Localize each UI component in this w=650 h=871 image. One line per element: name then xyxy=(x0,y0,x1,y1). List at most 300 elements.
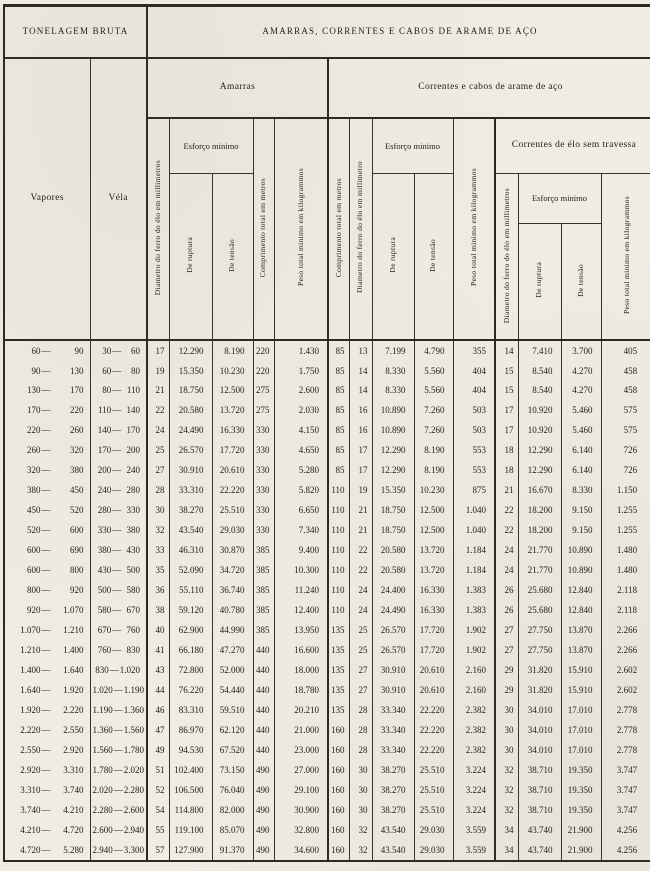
cell-travessa-ruptura: 10.920 xyxy=(518,420,561,440)
cell-correntes-diametro: 28 xyxy=(349,700,372,720)
cell-correntes-ruptura: 38.270 xyxy=(372,780,414,800)
scanned-regulation-table-page xyxy=(0,4,650,871)
header-tonelagem-bruta: TONELAGEM BRUTA xyxy=(4,6,147,58)
cell-correntes-comprimento: 135 xyxy=(328,700,349,720)
cell-amarras-tensao: 29.030 xyxy=(212,520,253,540)
cell-correntes-peso: 1.383 xyxy=(453,580,495,600)
cell-amarras-diametro: 52 xyxy=(147,780,169,800)
cell-travessa-ruptura: 12.290 xyxy=(518,440,561,460)
cell-travessa-peso: 2.266 xyxy=(601,620,650,640)
cell-amarras-comprimento: 440 xyxy=(253,660,274,680)
cell-correntes-tensao: 25.510 xyxy=(414,760,453,780)
cell-amarras-diametro: 19 xyxy=(147,361,169,381)
cell-amarras-peso: 29.100 xyxy=(274,780,328,800)
cell-vela: 60 — 80 xyxy=(90,361,147,381)
cell-travessa-tensao: 19.350 xyxy=(561,800,601,820)
cell-amarras-tensao: 36.740 xyxy=(212,580,253,600)
cell-correntes-diametro: 24 xyxy=(349,600,372,620)
cell-amarras-peso: 34.600 xyxy=(274,840,328,861)
cell-travessa-tensao: 13.870 xyxy=(561,640,601,660)
cell-vela: 430 — 500 xyxy=(90,560,147,580)
cell-amarras-ruptura: 12.290 xyxy=(169,340,212,361)
cell-travessa-tensao: 17.010 xyxy=(561,720,601,740)
header-vapores: Vapores xyxy=(4,58,90,340)
cell-vela: 760 — 830 xyxy=(90,640,147,660)
cell-correntes-comprimento: 135 xyxy=(328,620,349,640)
cell-correntes-diametro: 13 xyxy=(349,340,372,361)
cell-travessa-tensao: 15.910 xyxy=(561,660,601,680)
cell-correntes-ruptura: 12.290 xyxy=(372,460,414,480)
header-correntes-esforco-minimo: Esforço minimo xyxy=(372,118,453,174)
cell-vapores: 60 — 90 xyxy=(4,340,90,361)
table-row xyxy=(4,560,650,580)
cell-amarras-diametro: 35 xyxy=(147,560,169,580)
cell-amarras-tensao: 25.510 xyxy=(212,500,253,520)
cell-travessa-diametro: 30 xyxy=(495,740,518,760)
cell-correntes-ruptura: 24.400 xyxy=(372,580,414,600)
table-body xyxy=(4,340,650,862)
cell-travessa-tensao: 6.140 xyxy=(561,440,601,460)
cell-travessa-tensao: 19.350 xyxy=(561,780,601,800)
cell-amarras-ruptura: 33.310 xyxy=(169,480,212,500)
cell-amarras-ruptura: 119.100 xyxy=(169,820,212,840)
cell-correntes-comprimento: 160 xyxy=(328,840,349,861)
cell-vapores: 220 — 260 xyxy=(4,420,90,440)
cell-vapores: 920 — 1.070 xyxy=(4,600,90,620)
cell-travessa-ruptura: 31.820 xyxy=(518,680,561,700)
cell-vapores: 260 — 320 xyxy=(4,440,90,460)
cell-correntes-comprimento: 110 xyxy=(328,560,349,580)
cell-travessa-ruptura: 38.710 xyxy=(518,800,561,820)
cell-travessa-diametro: 32 xyxy=(495,800,518,820)
cell-correntes-tensao: 22.220 xyxy=(414,740,453,760)
cell-travessa-diametro: 18 xyxy=(495,460,518,480)
cell-amarras-comprimento: 440 xyxy=(253,680,274,700)
cell-travessa-diametro: 32 xyxy=(495,780,518,800)
cell-correntes-peso: 1.902 xyxy=(453,640,495,660)
cell-vela: 1.560 — 1.780 xyxy=(90,740,147,760)
cell-correntes-diametro: 14 xyxy=(349,361,372,381)
cell-correntes-ruptura: 10.890 xyxy=(372,420,414,440)
cell-correntes-peso: 3.559 xyxy=(453,820,495,840)
cell-correntes-tensao: 17.720 xyxy=(414,640,453,660)
cell-correntes-peso: 503 xyxy=(453,420,495,440)
header-amarras-de-ruptura: De ruptura xyxy=(169,174,212,340)
cell-correntes-comprimento: 135 xyxy=(328,660,349,680)
cell-correntes-ruptura: 10.890 xyxy=(372,400,414,420)
cell-amarras-tensao: 82.000 xyxy=(212,800,253,820)
header-amarras-diametro: Diametro do ferro do élo em millimetros xyxy=(147,118,169,340)
cell-correntes-comprimento: 135 xyxy=(328,640,349,660)
cell-travessa-tensao: 21.900 xyxy=(561,820,601,840)
cell-correntes-comprimento: 160 xyxy=(328,740,349,760)
table-row xyxy=(4,620,650,640)
cell-correntes-diametro: 22 xyxy=(349,560,372,580)
cell-amarras-ruptura: 38.270 xyxy=(169,500,212,520)
cell-travessa-ruptura: 21.770 xyxy=(518,560,561,580)
cell-amarras-tensao: 12.500 xyxy=(212,380,253,400)
cell-amarras-peso: 4.150 xyxy=(274,420,328,440)
cell-vapores: 1.070 — 1.210 xyxy=(4,620,90,640)
cell-correntes-comprimento: 160 xyxy=(328,820,349,840)
cell-amarras-tensao: 30.870 xyxy=(212,540,253,560)
cell-amarras-peso: 1.750 xyxy=(274,361,328,381)
cell-travessa-peso: 458 xyxy=(601,380,650,400)
cell-correntes-diametro: 28 xyxy=(349,740,372,760)
cell-travessa-ruptura: 16.670 xyxy=(518,480,561,500)
cell-travessa-ruptura: 21.770 xyxy=(518,540,561,560)
table-row xyxy=(4,480,650,500)
table-row xyxy=(4,361,650,381)
cell-amarras-diametro: 36 xyxy=(147,580,169,600)
cell-vapores: 4.720 — 5.280 xyxy=(4,840,90,861)
cell-travessa-tensao: 6.140 xyxy=(561,460,601,480)
cell-amarras-peso: 18.000 xyxy=(274,660,328,680)
cell-travessa-peso: 3.747 xyxy=(601,760,650,780)
cell-vapores: 170 — 220 xyxy=(4,400,90,420)
cell-amarras-ruptura: 106.500 xyxy=(169,780,212,800)
cell-correntes-diametro: 19 xyxy=(349,480,372,500)
table-row xyxy=(4,740,650,760)
cell-correntes-comprimento: 85 xyxy=(328,460,349,480)
cell-correntes-tensao: 8.190 xyxy=(414,460,453,480)
cell-amarras-tensao: 91.370 xyxy=(212,840,253,861)
cell-travessa-peso: 575 xyxy=(601,420,650,440)
cell-amarras-diametro: 38 xyxy=(147,600,169,620)
cell-travessa-ruptura: 27.750 xyxy=(518,640,561,660)
cell-correntes-ruptura: 7.199 xyxy=(372,340,414,361)
cell-vapores: 1.640 — 1.920 xyxy=(4,680,90,700)
cell-travessa-diametro: 15 xyxy=(495,380,518,400)
cell-correntes-ruptura: 20.580 xyxy=(372,540,414,560)
cell-amarras-tensao: 40.780 xyxy=(212,600,253,620)
cell-travessa-tensao: 17.010 xyxy=(561,740,601,760)
cell-correntes-tensao: 22.220 xyxy=(414,720,453,740)
cell-vela: 330 — 380 xyxy=(90,520,147,540)
cell-vapores: 130 — 170 xyxy=(4,380,90,400)
cell-travessa-tensao: 9.150 xyxy=(561,500,601,520)
cell-amarras-peso: 12.400 xyxy=(274,600,328,620)
header-amarras-peso: Peso total minimo em kilogrammos xyxy=(274,118,328,340)
cell-amarras-comprimento: 275 xyxy=(253,380,274,400)
cell-travessa-ruptura: 31.820 xyxy=(518,660,561,680)
cell-travessa-ruptura: 43.740 xyxy=(518,820,561,840)
cell-correntes-peso: 404 xyxy=(453,361,495,381)
cell-vapores: 800 — 920 xyxy=(4,580,90,600)
cell-amarras-tensao: 17.720 xyxy=(212,440,253,460)
cell-amarras-diametro: 25 xyxy=(147,440,169,460)
cell-vapores: 2.920 — 3.310 xyxy=(4,760,90,780)
cell-travessa-peso: 2.118 xyxy=(601,600,650,620)
cell-amarras-ruptura: 43.540 xyxy=(169,520,212,540)
table-row xyxy=(4,400,650,420)
cell-amarras-comprimento: 490 xyxy=(253,780,274,800)
cell-travessa-ruptura: 8.540 xyxy=(518,380,561,400)
cell-vapores: 3.310 — 3.740 xyxy=(4,780,90,800)
cell-correntes-tensao: 13.720 xyxy=(414,540,453,560)
cell-travessa-tensao: 4.270 xyxy=(561,380,601,400)
cell-amarras-peso: 5.820 xyxy=(274,480,328,500)
cell-vela: 1.190 — 1.360 xyxy=(90,700,147,720)
cell-amarras-comprimento: 385 xyxy=(253,540,274,560)
cell-travessa-tensao: 10.890 xyxy=(561,540,601,560)
cell-amarras-diametro: 46 xyxy=(147,700,169,720)
tonnage-chains-table xyxy=(3,4,650,862)
cell-correntes-comprimento: 110 xyxy=(328,540,349,560)
cell-correntes-tensao: 12.500 xyxy=(414,500,453,520)
cell-travessa-diametro: 14 xyxy=(495,340,518,361)
cell-amarras-tensao: 62.120 xyxy=(212,720,253,740)
cell-amarras-diametro: 40 xyxy=(147,620,169,640)
table-row xyxy=(4,500,650,520)
cell-amarras-ruptura: 94.530 xyxy=(169,740,212,760)
cell-correntes-peso: 1.184 xyxy=(453,540,495,560)
cell-correntes-tensao: 13.720 xyxy=(414,560,453,580)
cell-vapores: 450 — 520 xyxy=(4,500,90,520)
cell-correntes-comprimento: 110 xyxy=(328,520,349,540)
cell-amarras-diametro: 47 xyxy=(147,720,169,740)
cell-correntes-tensao: 16.330 xyxy=(414,600,453,620)
header-travessa-de-ruptura: De ruptura xyxy=(518,224,561,340)
cell-amarras-peso: 11.240 xyxy=(274,580,328,600)
cell-travessa-diametro: 18 xyxy=(495,440,518,460)
cell-travessa-ruptura: 38.710 xyxy=(518,780,561,800)
cell-vapores: 320 — 380 xyxy=(4,460,90,480)
cell-correntes-diametro: 16 xyxy=(349,420,372,440)
cell-amarras-peso: 18.780 xyxy=(274,680,328,700)
cell-vela: 80 — 110 xyxy=(90,380,147,400)
cell-amarras-ruptura: 72.800 xyxy=(169,660,212,680)
cell-correntes-diametro: 32 xyxy=(349,840,372,861)
cell-correntes-tensao: 4.790 xyxy=(414,340,453,361)
cell-correntes-ruptura: 33.340 xyxy=(372,740,414,760)
cell-vela: 200 — 240 xyxy=(90,460,147,480)
cell-travessa-diametro: 22 xyxy=(495,520,518,540)
table-row xyxy=(4,800,650,820)
cell-travessa-peso: 4.256 xyxy=(601,840,650,861)
cell-travessa-tensao: 15.910 xyxy=(561,680,601,700)
cell-amarras-ruptura: 114.800 xyxy=(169,800,212,820)
cell-vela: 240 — 280 xyxy=(90,480,147,500)
cell-vapores: 600 — 690 xyxy=(4,540,90,560)
cell-correntes-ruptura: 8.330 xyxy=(372,361,414,381)
cell-amarras-comprimento: 220 xyxy=(253,340,274,361)
cell-amarras-diametro: 17 xyxy=(147,340,169,361)
cell-amarras-comprimento: 330 xyxy=(253,440,274,460)
cell-amarras-tensao: 67.520 xyxy=(212,740,253,760)
cell-amarras-diametro: 33 xyxy=(147,540,169,560)
cell-correntes-comprimento: 110 xyxy=(328,600,349,620)
cell-amarras-peso: 10.300 xyxy=(274,560,328,580)
cell-travessa-ruptura: 34.010 xyxy=(518,720,561,740)
cell-travessa-tensao: 19.350 xyxy=(561,760,601,780)
cell-amarras-comprimento: 275 xyxy=(253,400,274,420)
cell-correntes-diametro: 22 xyxy=(349,540,372,560)
cell-amarras-tensao: 76.040 xyxy=(212,780,253,800)
cell-correntes-comprimento: 85 xyxy=(328,440,349,460)
table-row xyxy=(4,660,650,680)
cell-correntes-ruptura: 15.350 xyxy=(372,480,414,500)
table-row xyxy=(4,580,650,600)
cell-amarras-ruptura: 59.120 xyxy=(169,600,212,620)
cell-amarras-tensao: 16.330 xyxy=(212,420,253,440)
cell-correntes-comprimento: 160 xyxy=(328,780,349,800)
cell-amarras-tensao: 8.190 xyxy=(212,340,253,361)
cell-correntes-diametro: 14 xyxy=(349,380,372,400)
cell-amarras-diametro: 27 xyxy=(147,460,169,480)
cell-amarras-ruptura: 83.310 xyxy=(169,700,212,720)
table-header xyxy=(4,6,650,340)
cell-vela: 110 — 140 xyxy=(90,400,147,420)
cell-amarras-comprimento: 220 xyxy=(253,361,274,381)
cell-vela: 2.600 — 2.940 xyxy=(90,820,147,840)
cell-vapores: 4.210 — 4.720 xyxy=(4,820,90,840)
cell-amarras-comprimento: 330 xyxy=(253,420,274,440)
cell-amarras-diametro: 55 xyxy=(147,820,169,840)
header-correntes-de-tensao: De tensão xyxy=(414,174,453,340)
cell-amarras-tensao: 52.000 xyxy=(212,660,253,680)
cell-amarras-ruptura: 15.350 xyxy=(169,361,212,381)
cell-travessa-peso: 405 xyxy=(601,340,650,361)
cell-travessa-peso: 1.255 xyxy=(601,520,650,540)
header-vela: Véla xyxy=(90,58,147,340)
cell-correntes-tensao: 29.030 xyxy=(414,820,453,840)
cell-travessa-ruptura: 25.680 xyxy=(518,580,561,600)
cell-correntes-tensao: 17.720 xyxy=(414,620,453,640)
cell-amarras-peso: 13.950 xyxy=(274,620,328,640)
header-travessa-diametro: Diametro do ferro do élo em millimetros xyxy=(495,174,518,340)
header-amarras-correntes-cabos: AMARRAS, CORRENTES E CABOS DE ARAME DE AÇO xyxy=(147,6,650,58)
cell-travessa-diametro: 34 xyxy=(495,840,518,861)
cell-amarras-tensao: 47.270 xyxy=(212,640,253,660)
cell-vela: 580 — 670 xyxy=(90,600,147,620)
cell-correntes-diametro: 30 xyxy=(349,780,372,800)
cell-travessa-diametro: 17 xyxy=(495,420,518,440)
cell-correntes-ruptura: 18.750 xyxy=(372,520,414,540)
cell-amarras-ruptura: 18.750 xyxy=(169,380,212,400)
cell-amarras-peso: 1.430 xyxy=(274,340,328,361)
table-row xyxy=(4,760,650,780)
cell-vapores: 1.210 — 1.400 xyxy=(4,640,90,660)
header-sem-travessa-group: Correntes de élo sem travessa xyxy=(495,118,650,174)
cell-amarras-comprimento: 440 xyxy=(253,700,274,720)
cell-correntes-diametro: 25 xyxy=(349,620,372,640)
cell-amarras-tensao: 34.720 xyxy=(212,560,253,580)
cell-correntes-ruptura: 33.340 xyxy=(372,700,414,720)
cell-amarras-peso: 7.340 xyxy=(274,520,328,540)
cell-correntes-tensao: 7.260 xyxy=(414,400,453,420)
cell-correntes-tensao: 7.260 xyxy=(414,420,453,440)
header-correntes-diametro: Diametro do ferro do élo em millimetro xyxy=(349,118,372,340)
cell-amarras-comprimento: 330 xyxy=(253,480,274,500)
cell-amarras-ruptura: 26.570 xyxy=(169,440,212,460)
cell-travessa-diametro: 29 xyxy=(495,660,518,680)
cell-travessa-peso: 4.256 xyxy=(601,820,650,840)
cell-vapores: 600 — 800 xyxy=(4,560,90,580)
cell-correntes-diametro: 16 xyxy=(349,400,372,420)
cell-correntes-diametro: 21 xyxy=(349,520,372,540)
header-amarras-esforco-minimo: Esforço minimo xyxy=(169,118,253,174)
cell-correntes-comprimento: 85 xyxy=(328,420,349,440)
cell-correntes-tensao: 5.560 xyxy=(414,380,453,400)
table-row xyxy=(4,440,650,460)
cell-amarras-peso: 21.000 xyxy=(274,720,328,740)
cell-travessa-peso: 3.747 xyxy=(601,800,650,820)
cell-travessa-tensao: 9.150 xyxy=(561,520,601,540)
cell-amarras-comprimento: 330 xyxy=(253,460,274,480)
cell-amarras-peso: 30.900 xyxy=(274,800,328,820)
cell-amarras-diametro: 21 xyxy=(147,380,169,400)
cell-travessa-diametro: 29 xyxy=(495,680,518,700)
cell-correntes-peso: 2.160 xyxy=(453,680,495,700)
cell-travessa-peso: 2.118 xyxy=(601,580,650,600)
cell-correntes-ruptura: 30.910 xyxy=(372,680,414,700)
cell-correntes-tensao: 16.330 xyxy=(414,580,453,600)
cell-correntes-diametro: 24 xyxy=(349,580,372,600)
cell-vapores: 2.220 — 2.550 xyxy=(4,720,90,740)
cell-amarras-peso: 16.600 xyxy=(274,640,328,660)
cell-travessa-ruptura: 34.010 xyxy=(518,740,561,760)
cell-vela: 1.360 — 1.560 xyxy=(90,720,147,740)
cell-correntes-ruptura: 30.910 xyxy=(372,660,414,680)
cell-correntes-ruptura: 8.330 xyxy=(372,380,414,400)
cell-correntes-tensao: 10.230 xyxy=(414,480,453,500)
cell-travessa-diametro: 26 xyxy=(495,580,518,600)
cell-travessa-peso: 3.747 xyxy=(601,780,650,800)
cell-correntes-peso: 1.902 xyxy=(453,620,495,640)
cell-amarras-comprimento: 385 xyxy=(253,560,274,580)
cell-correntes-comprimento: 135 xyxy=(328,680,349,700)
table-row xyxy=(4,420,650,440)
cell-amarras-tensao: 10.230 xyxy=(212,361,253,381)
cell-correntes-peso: 503 xyxy=(453,400,495,420)
cell-correntes-ruptura: 43.540 xyxy=(372,820,414,840)
cell-travessa-tensao: 17.010 xyxy=(561,700,601,720)
cell-correntes-peso: 3.224 xyxy=(453,780,495,800)
cell-vela: 380 — 430 xyxy=(90,540,147,560)
cell-travessa-tensao: 10.890 xyxy=(561,560,601,580)
cell-amarras-comprimento: 490 xyxy=(253,800,274,820)
cell-correntes-ruptura: 24.490 xyxy=(372,600,414,620)
cell-amarras-diametro: 54 xyxy=(147,800,169,820)
cell-correntes-comprimento: 160 xyxy=(328,760,349,780)
cell-travessa-diametro: 27 xyxy=(495,640,518,660)
cell-amarras-ruptura: 52.090 xyxy=(169,560,212,580)
cell-travessa-diametro: 26 xyxy=(495,600,518,620)
cell-travessa-tensao: 4.270 xyxy=(561,361,601,381)
cell-correntes-diametro: 21 xyxy=(349,500,372,520)
cell-amarras-peso: 4.650 xyxy=(274,440,328,460)
cell-amarras-ruptura: 102.400 xyxy=(169,760,212,780)
cell-correntes-peso: 3.224 xyxy=(453,800,495,820)
table-row xyxy=(4,640,650,660)
cell-travessa-diametro: 17 xyxy=(495,400,518,420)
cell-correntes-tensao: 25.510 xyxy=(414,780,453,800)
cell-travessa-peso: 2.778 xyxy=(601,720,650,740)
header-travessa-esforco-minimo: Esforço minimo xyxy=(518,174,601,224)
cell-amarras-comprimento: 385 xyxy=(253,580,274,600)
table-row xyxy=(4,820,650,840)
cell-correntes-tensao: 5.560 xyxy=(414,361,453,381)
cell-amarras-comprimento: 330 xyxy=(253,520,274,540)
cell-amarras-ruptura: 30.910 xyxy=(169,460,212,480)
cell-travessa-tensao: 5.460 xyxy=(561,420,601,440)
table-row xyxy=(4,700,650,720)
cell-travessa-ruptura: 12.290 xyxy=(518,460,561,480)
cell-correntes-diametro: 17 xyxy=(349,460,372,480)
cell-correntes-tensao: 25.510 xyxy=(414,800,453,820)
cell-travessa-diametro: 21 xyxy=(495,480,518,500)
